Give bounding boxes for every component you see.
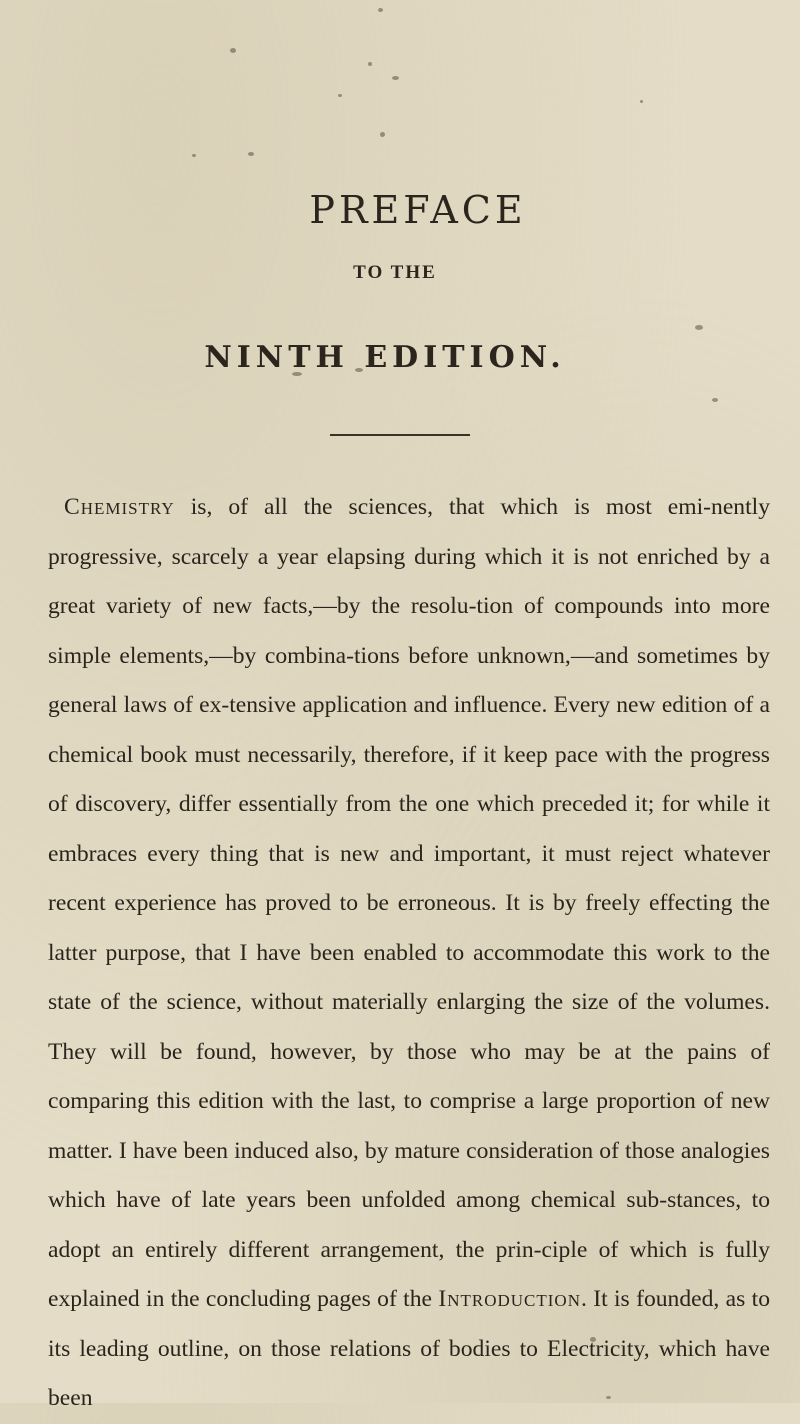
paper-speck: [338, 94, 342, 97]
paragraph-text-part-2: . It is founded, as to its leading outline, on those relations of bodies to Electricity, which have been: [48, 1286, 770, 1411]
paper-speck: [378, 8, 383, 12]
paper-speck: [368, 62, 372, 66]
introduction-reference: Introduction: [438, 1286, 581, 1312]
paper-speck: [248, 152, 254, 156]
divider-rule: [330, 434, 470, 436]
paper-speck: [380, 132, 385, 137]
paragraph-text-part-1: is, of all the sciences, that which is most emi-nently progressive, scarcely a year elapsing during which it is not enriched by a great variety of new facts,—by the resolu-tion of compounds into more simple elements,—by combina-tions before unknown,—and sometimes by general laws of ex-tensive application and influence. Every new edition of a chemical book must necessarily, therefore, if it keep pace with the progress of discovery, differ essentially from the one which preceded it; for while it embraces every thing that is new and important, it must reject whatever recent experience has proved to be erroneous. It is by freely effecting the latter purpose, that I have been enabled to accommodate this work to the state of the science, without materially enlarging the size of the volumes. They will be found, however, by those who may be at the pains of comparing this edition with the last, to comprise a large proportion of new matter. I have been induced also, by mature consideration of those analogies which have of late years been unfolded among chemical sub-stances, to adopt an entirely different arrangement, the prin-ciple of which is fully explained in the concluding pages of the: [48, 494, 770, 1312]
paper-speck: [640, 100, 643, 103]
paper-speck: [712, 398, 718, 402]
edition-title: NINTH EDITION.: [204, 340, 566, 375]
paper-speck: [695, 325, 703, 330]
preface-paragraph: [48, 483, 770, 1424]
preface-subtitle: TO THE: [353, 262, 437, 283]
preface-title: PREFACE: [309, 188, 527, 232]
paper-speck: [192, 154, 196, 157]
paper-speck: [392, 76, 399, 80]
paper-speck: [230, 48, 236, 53]
lead-word: Chemistry: [64, 494, 175, 520]
